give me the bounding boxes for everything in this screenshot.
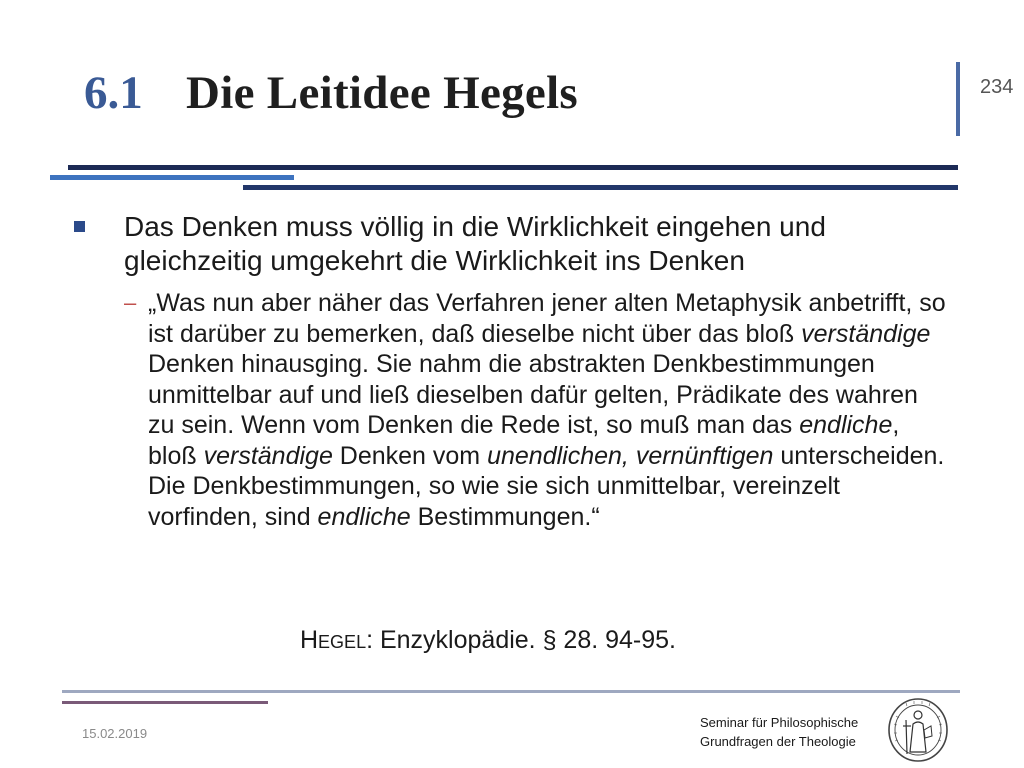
quote-emphasis: verständige (801, 319, 931, 348)
section-number: 6.1 (84, 67, 143, 119)
citation (300, 624, 676, 656)
quote-emphasis: verständige (203, 441, 333, 470)
main-bullet-text: Das Denken muss völlig in die Wirklichkeit eingehen und gleichzeitig umgekehrt die Wirklichkeit ins Denken (124, 211, 826, 276)
quote-text: Denken hinausging. Sie nahm die abstrakten Denkbestimmungen unmittelbar auf und ließ dieselben dafür gelten, Prädikate des wahren zu sein. Wenn vom Denken die Rede ist, so muß man das (148, 350, 918, 439)
citation-author: Hegel (300, 626, 367, 654)
footer-rule (62, 690, 960, 693)
quote-text: „Was nun aber näher das Verfahren jener alten Metaphysik anbetrifft, so ist darüber zu bemerken, daß dieselbe nicht über das bloß (148, 289, 946, 348)
header-vertical-bar (956, 62, 960, 136)
slide-title: Die Leitidee Hegels (186, 67, 579, 119)
quote-emphasis: endliche (317, 502, 411, 531)
seminar-name (700, 713, 880, 751)
page-number: 234 (980, 76, 1014, 98)
slide-date: 15.02.2019 (82, 726, 148, 741)
footer-rule-accent (62, 701, 268, 704)
citation-source: : Enzyklopädie. § 28. 94-95. (366, 626, 677, 654)
quote-text: Bestimmungen.“ (410, 502, 600, 531)
square-bullet-icon (74, 221, 85, 232)
quote-text: unterscheiden. Die Denkbestimmungen, so wie sie sich unmittelbar, vereinzelt vorfinden, sind (148, 441, 945, 531)
seminar-line-2: Grundfragen der Theologie (700, 734, 856, 749)
dash-bullet-icon: – (124, 290, 137, 315)
header-rule-accent (50, 175, 294, 180)
quote-text: Denken vom (332, 441, 488, 470)
header-rule-bottom (243, 185, 958, 190)
quote-emphasis: endliche (799, 411, 893, 439)
hegel-quote (148, 288, 948, 532)
quote-text: , bloß (148, 411, 900, 470)
university-seal-icon (886, 696, 950, 764)
seminar-line-1: Seminar für Philosophische (700, 715, 859, 730)
header-rule-top (68, 165, 958, 170)
quote-emphasis: unendlichen, vernünftigen (487, 441, 774, 470)
